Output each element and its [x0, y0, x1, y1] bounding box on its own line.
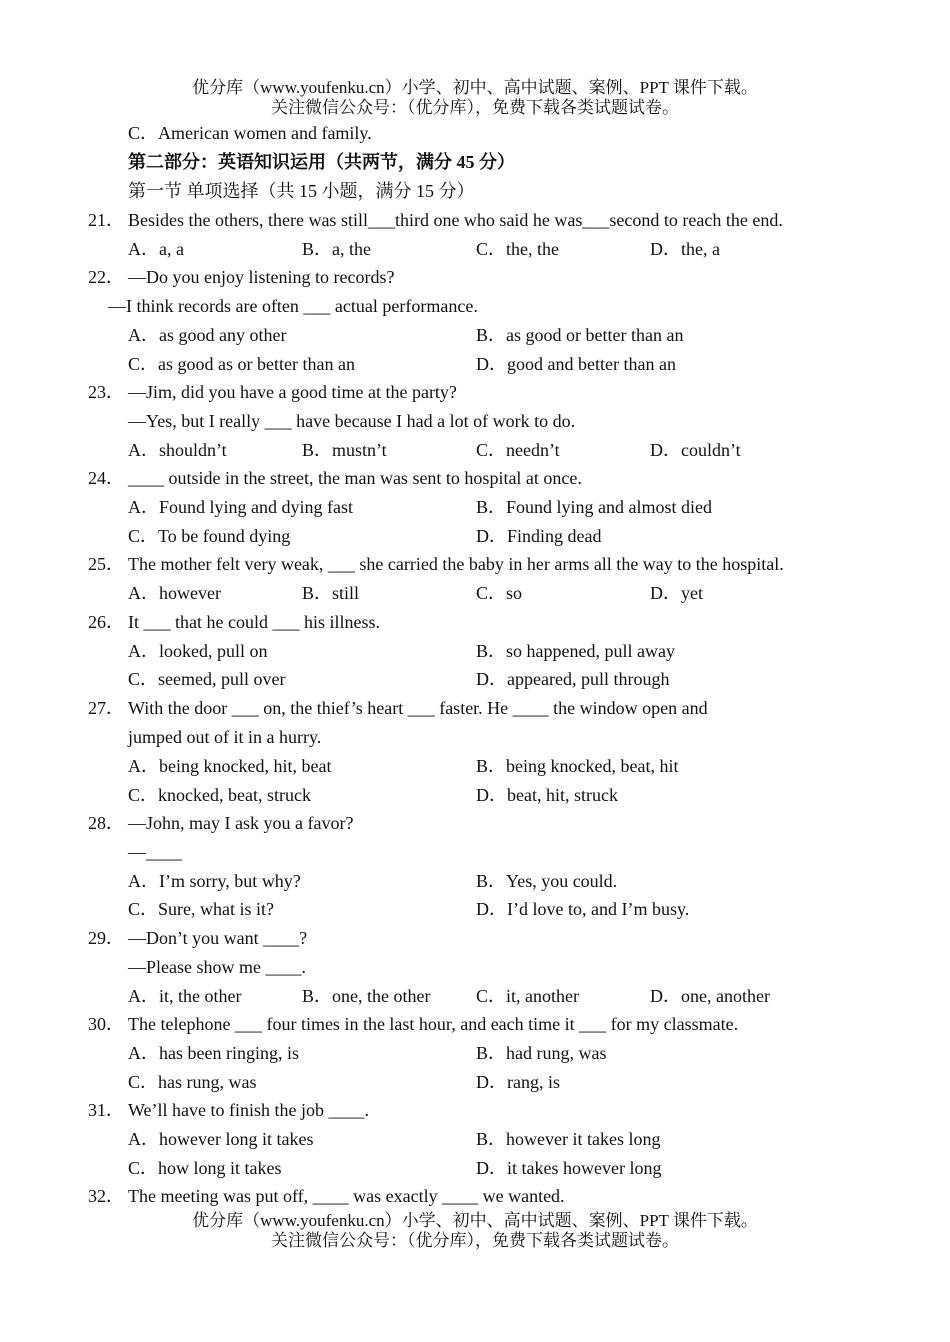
option-b: B．mustn’t	[302, 440, 387, 460]
question-stem: —Yes, but I really ___ have because I had a lot of work to do.	[128, 411, 576, 431]
question-number: 26．	[88, 612, 124, 632]
option-b: B．had rung, was	[476, 1043, 607, 1063]
question-stem: —Don’t you want ____?	[128, 928, 308, 948]
option-c: C．To be found dying	[128, 526, 291, 546]
option-c: C．as good as or better than an	[128, 354, 355, 374]
section-title: 第一节 单项选择（共 15 小题，满分 15 分）	[128, 181, 475, 201]
option-c: C．needn’t	[476, 440, 560, 460]
question-number: 31．	[88, 1100, 124, 1120]
question-number: 24．	[88, 468, 124, 488]
option-d: D．appeared, pull through	[476, 669, 670, 689]
question-stem: Besides the others, there was still___third one who said he was___second to reach the end.	[128, 210, 783, 230]
question-number: 28．	[88, 813, 124, 833]
option-a: A．being knocked, hit, beat	[128, 756, 332, 776]
option-b: B．Found lying and almost died	[476, 497, 712, 517]
question-stem: —Please show me ____.	[128, 957, 306, 977]
question-stem: —John, may I ask you a favor?	[128, 813, 354, 833]
question-stem: The mother felt very weak, ___ she carried the baby in her arms all the way to the hospital.	[128, 554, 784, 574]
question-stem: —I think records are often ___ actual performance.	[108, 296, 478, 316]
question-number: 30．	[88, 1014, 124, 1034]
option-a: A．looked, pull on	[128, 641, 268, 661]
option-d: D．rang, is	[476, 1072, 560, 1092]
question-stem: It ___ that he could ___ his illness.	[128, 612, 380, 632]
option-a: A．shouldn’t	[128, 440, 227, 460]
question-stem: —____	[128, 842, 182, 862]
option-d: D．yet	[650, 583, 703, 603]
question-stem: With the door ___ on, the thief’s heart ___ faster. He ____ the window open and	[128, 698, 708, 718]
option-d: D．Finding dead	[476, 526, 602, 546]
question-number: 32．	[88, 1186, 124, 1206]
option-b: B．still	[302, 583, 360, 603]
option-b: B．as good or better than an	[476, 325, 684, 345]
question-stem: ____ outside in the street, the man was sent to hospital at once.	[128, 468, 582, 488]
option-b: B．Yes, you could.	[476, 871, 618, 891]
question-number: 22．	[88, 267, 124, 287]
option-b: B．being knocked, beat, hit	[476, 756, 679, 776]
question-stem: The telephone ___ four times in the last hour, and each time it ___ for my classmate.	[128, 1014, 739, 1034]
option-b: B．one, the other	[302, 986, 431, 1006]
option-c: C．seemed, pull over	[128, 669, 286, 689]
question-number: 25．	[88, 554, 124, 574]
footer-line-1: 优分库（www.youfenku.cn）小学、初中、高中试题、案例、PPT 课件下载。	[192, 1211, 758, 1230]
question-number: 23．	[88, 382, 124, 402]
option-d: D．I’d love to, and I’m busy.	[476, 899, 690, 919]
footer-line-2: 关注微信公众号：（优分库），免费下载各类试题试卷。	[271, 1231, 679, 1250]
option-c: C．so	[476, 583, 523, 603]
option-a: A．has been ringing, is	[128, 1043, 299, 1063]
question-stem: —Jim, did you have a good time at the party?	[128, 382, 457, 402]
option-d: D．the, a	[650, 239, 720, 259]
question-stem: —Do you enjoy listening to records?	[128, 267, 395, 287]
option-b: B．however it takes long	[476, 1129, 661, 1149]
option-c: C．Sure, what is it?	[128, 899, 274, 919]
option-c: C．how long it takes	[128, 1158, 282, 1178]
header-line-2: 关注微信公众号：（优分库），免费下载各类试题试卷。	[271, 98, 679, 117]
option-b: B．so happened, pull away	[476, 641, 675, 661]
option-b: B．a, the	[302, 239, 371, 259]
option-d: D．beat, hit, struck	[476, 785, 618, 805]
option-d: D．couldn’t	[650, 440, 741, 460]
prev-option-c: C．American women and family.	[128, 123, 372, 143]
option-c: C．it, another	[476, 986, 579, 1006]
option-a: A．it, the other	[128, 986, 242, 1006]
option-a: A．however	[128, 583, 221, 603]
option-d: D．one, another	[650, 986, 770, 1006]
option-c: C．knocked, beat, struck	[128, 785, 311, 805]
option-a: A．I’m sorry, but why?	[128, 871, 301, 891]
option-d: D．it takes however long	[476, 1158, 662, 1178]
question-number: 29．	[88, 928, 124, 948]
question-number: 21．	[88, 210, 124, 230]
question-number: 27．	[88, 698, 124, 718]
option-a: A．as good any other	[128, 325, 287, 345]
part-title: 第二部分：英语知识运用（共两节，满分 45 分）	[128, 152, 515, 172]
option-a: A．however long it takes	[128, 1129, 314, 1149]
option-a: A．a, a	[128, 239, 184, 259]
option-c: C．the, the	[476, 239, 559, 259]
option-c: C．has rung, was	[128, 1072, 257, 1092]
question-stem: jumped out of it in a hurry.	[128, 727, 322, 747]
option-d: D．good and better than an	[476, 354, 676, 374]
question-stem: We’ll have to finish the job ____.	[128, 1100, 370, 1120]
question-stem: The meeting was put off, ____ was exactly ____ we wanted.	[128, 1186, 565, 1206]
header-line-1: 优分库（www.youfenku.cn）小学、初中、高中试题、案例、PPT 课件下载。	[192, 78, 758, 97]
option-a: A．Found lying and dying fast	[128, 497, 353, 517]
